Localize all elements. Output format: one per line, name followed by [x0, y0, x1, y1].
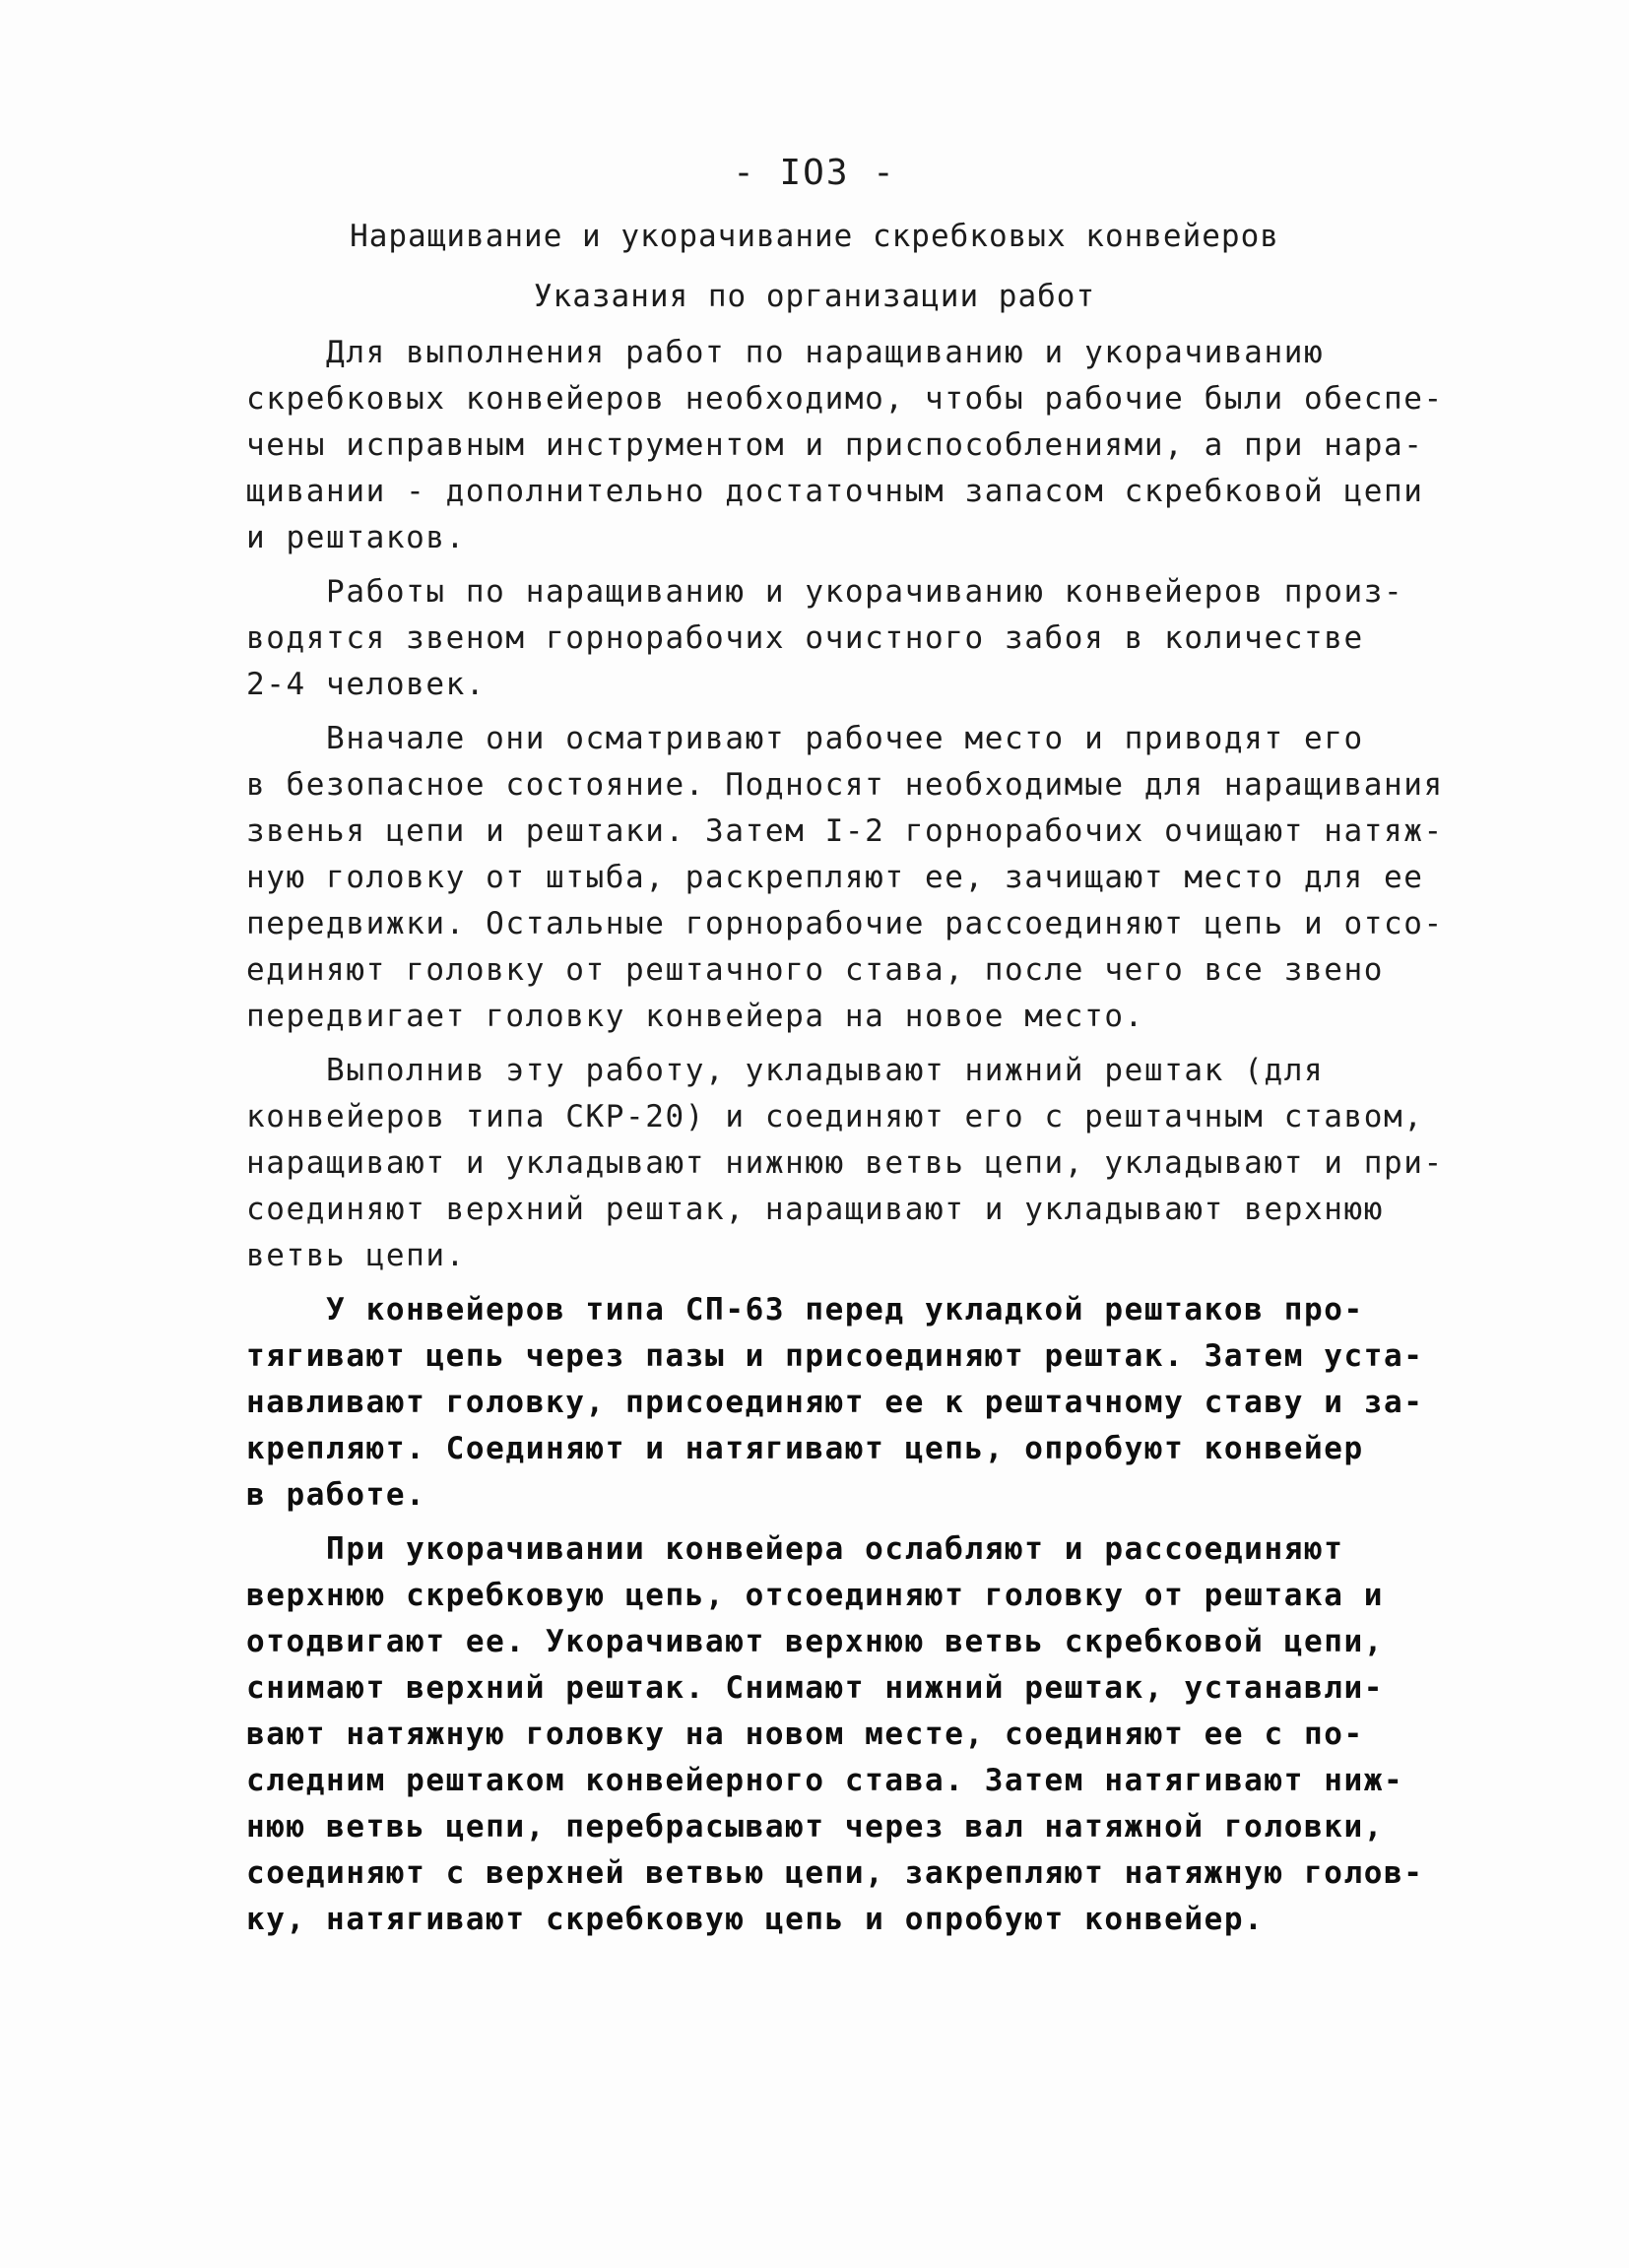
text-line: При укорачивании конвейера ослабляют и рассоединяют [246, 1531, 1344, 1567]
text-line: снимают верхний рештак. Снимают нижний рештак, устанавли- [246, 1670, 1385, 1706]
paragraph-gap [246, 1040, 1399, 1048]
paragraph [246, 330, 1444, 561]
text-line: 2-4 человек. [246, 667, 487, 702]
text-line: наращивают и укладывают нижнюю ветвь цепи, укладывают и при- [246, 1145, 1444, 1181]
text-line: чены исправным инструментом и приспособлениями, а при нара- [246, 427, 1424, 463]
paragraph [246, 1048, 1444, 1279]
text-line: отодвигают ее. Укорачивают верхнюю ветвь скребковой цепи, [246, 1624, 1385, 1659]
text-line: передвигает головку конвейера на новое место. [246, 999, 1144, 1034]
text-line: ветвь цепи. [246, 1238, 466, 1273]
text-line: Выполнив эту работу, укладывают нижний рештак (для [246, 1053, 1325, 1088]
text-line: и рештаков. [246, 520, 466, 555]
paragraph [246, 569, 1404, 708]
paragraph-gap [246, 561, 1399, 569]
section-title: Наращивание и укорачивание скребковых конвейеров [350, 219, 1279, 254]
text-line: звенья цепи и рештаки. Затем I-2 горнорабочих очищают натяж- [246, 813, 1444, 849]
text-line: водятся звеном горнорабочих очистного забоя в количестве [246, 620, 1364, 656]
body-text [246, 330, 1444, 1943]
text-line: нюю ветвь цепи, перебрасывают через вал натяжной головки, [246, 1809, 1385, 1845]
page-number: - IO3 - [733, 153, 896, 193]
text-line: тягивают цепь через пазы и присоединяют рештак. Затем уста- [246, 1338, 1424, 1374]
text-line: верхнюю скребковую цепь, отсоединяют головку от рештака и [246, 1578, 1385, 1613]
paragraph [246, 716, 1444, 1040]
text-line: в безопасное состояние. Подносят необходимые для наращивания [246, 767, 1444, 803]
text-line: У конвейеров типа СП-63 перед укладкой рештаков про- [246, 1292, 1364, 1328]
text-line: соединяют с верхней ветвью цепи, закрепляют натяжную голов- [246, 1855, 1424, 1891]
text-line: единяют головку от рештачного става, после чего все звено [246, 952, 1385, 988]
text-line: Вначале они осматривают рабочее место и приводят его [246, 721, 1364, 756]
paragraph [246, 1526, 1424, 1943]
text-line: ку, натягивают скребковую цепь и опробуют конвейер. [246, 1902, 1265, 1937]
text-line: навливают головку, присоединяют ее к рештачному ставу и за- [246, 1385, 1424, 1420]
text-line: скребковых конвейеров необходимо, чтобы рабочие были обеспе- [246, 381, 1444, 417]
text-line: ную головку от штыба, раскрепляют ее, зачищают место для ее [246, 860, 1424, 895]
paragraph-gap [246, 1519, 1399, 1526]
text-line: следним рештаком конвейерного става. Затем натягивают ниж- [246, 1763, 1404, 1798]
text-line: вают натяжную головку на новом месте, соединяют ее с по- [246, 1717, 1364, 1752]
text-line: соединяют верхний рештак, наращивают и укладывают верхнюю [246, 1192, 1385, 1227]
text-line: Для выполнения работ по наращиванию и укорачиванию [246, 335, 1325, 370]
text-line: крепляют. Соединяют и натягивают цепь, опробуют конвейер [246, 1431, 1364, 1466]
paragraph [246, 1287, 1424, 1519]
paragraph-gap [246, 1279, 1399, 1287]
text-line: в работе. [246, 1477, 426, 1513]
section-subtitle: Указания по организации работ [533, 279, 1096, 314]
text-line: передвижки. Остальные горнорабочие рассоединяют цепь и отсо- [246, 906, 1444, 941]
text-line: Работы по наращиванию и укорачиванию конвейеров произ- [246, 574, 1404, 610]
paragraph-gap [246, 708, 1399, 716]
text-line: щивании - дополнительно достаточным запасом скребковой цепи [246, 474, 1424, 509]
text-line: конвейеров типа СКР-20) и соединяют его с рештачным ставом, [246, 1099, 1424, 1134]
